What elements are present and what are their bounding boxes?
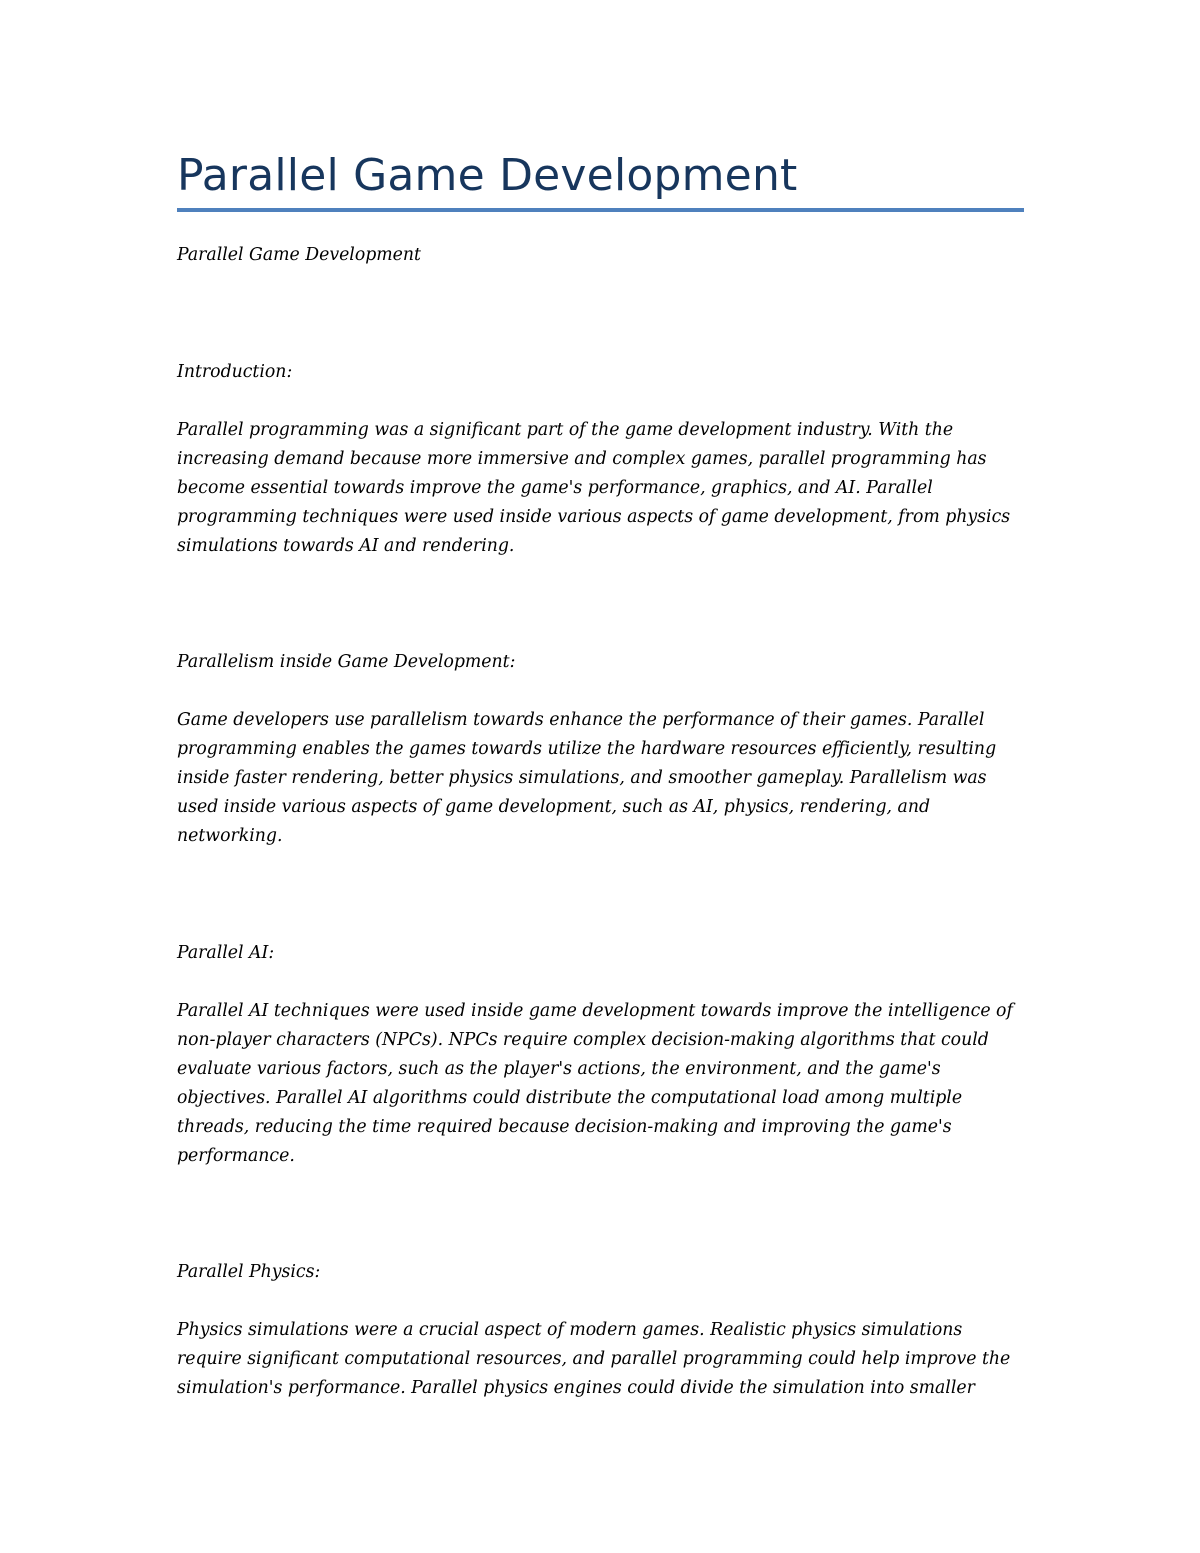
paragraph-line: programming enables the games towards utilize the hardware resources efficiently, resulting [177, 739, 997, 759]
document-content [177, 146, 1027, 1398]
section-paragraph-parallel-physics [177, 1316, 1027, 1403]
paragraph-line: become essential towards improve the game's performance, graphics, and AI. Parallel [177, 478, 933, 498]
section-heading-introduction: Introduction: [177, 362, 293, 382]
section-paragraph-parallelism [177, 706, 1027, 851]
section-heading-parallel-physics: Parallel Physics: [177, 1262, 321, 1282]
document-title: Parallel Game Development [177, 150, 798, 201]
section-paragraph-introduction [177, 416, 1027, 561]
section-paragraph-parallel-ai [177, 997, 1027, 1171]
paragraph-line: objectives. Parallel AI algorithms could distribute the computational load among multiple [177, 1088, 963, 1108]
paragraph-line: networking. [177, 826, 283, 846]
paragraph-line: programming techniques were used inside various aspects of game development, from physics [177, 507, 1011, 527]
paragraph-line: Game developers use parallelism towards enhance the performance of their games. Parallel [177, 710, 985, 730]
paragraph-line: simulations towards AI and rendering. [177, 536, 515, 556]
paragraph-line: inside faster rendering, better physics simulations, and smoother gameplay. Parallelism was [177, 768, 987, 788]
paragraph-line: require significant computational resources, and parallel programming could help improve the [177, 1349, 1011, 1369]
section-heading-parallel-ai: Parallel AI: [177, 943, 275, 963]
paragraph-line: Parallel programming was a significant part of the game development industry. With the [177, 420, 954, 440]
paragraph-line: increasing demand because more immersive and complex games, parallel programming has [177, 449, 987, 469]
document-subtitle: Parallel Game Development [177, 245, 421, 265]
paragraph-line: performance. [177, 1146, 295, 1166]
paragraph-line: evaluate various factors, such as the player's actions, the environment, and the game's [177, 1059, 941, 1079]
paragraph-line: Physics simulations were a crucial aspect of modern games. Realistic physics simulations [177, 1320, 963, 1340]
title-underline [177, 208, 1024, 212]
paragraph-line: used inside various aspects of game development, such as AI, physics, rendering, and [177, 797, 931, 817]
paragraph-line: non-player characters (NPCs). NPCs require complex decision-making algorithms that could [177, 1030, 989, 1050]
paragraph-line: threads, reducing the time required because decision-making and improving the game's [177, 1117, 952, 1137]
section-heading-parallelism: Parallelism inside Game Development: [177, 652, 516, 672]
paragraph-line: simulation's performance. Parallel physics engines could divide the simulation into smaller [177, 1378, 975, 1398]
paragraph-line: Parallel AI techniques were used inside game development towards improve the intelligence of [177, 1001, 1013, 1021]
